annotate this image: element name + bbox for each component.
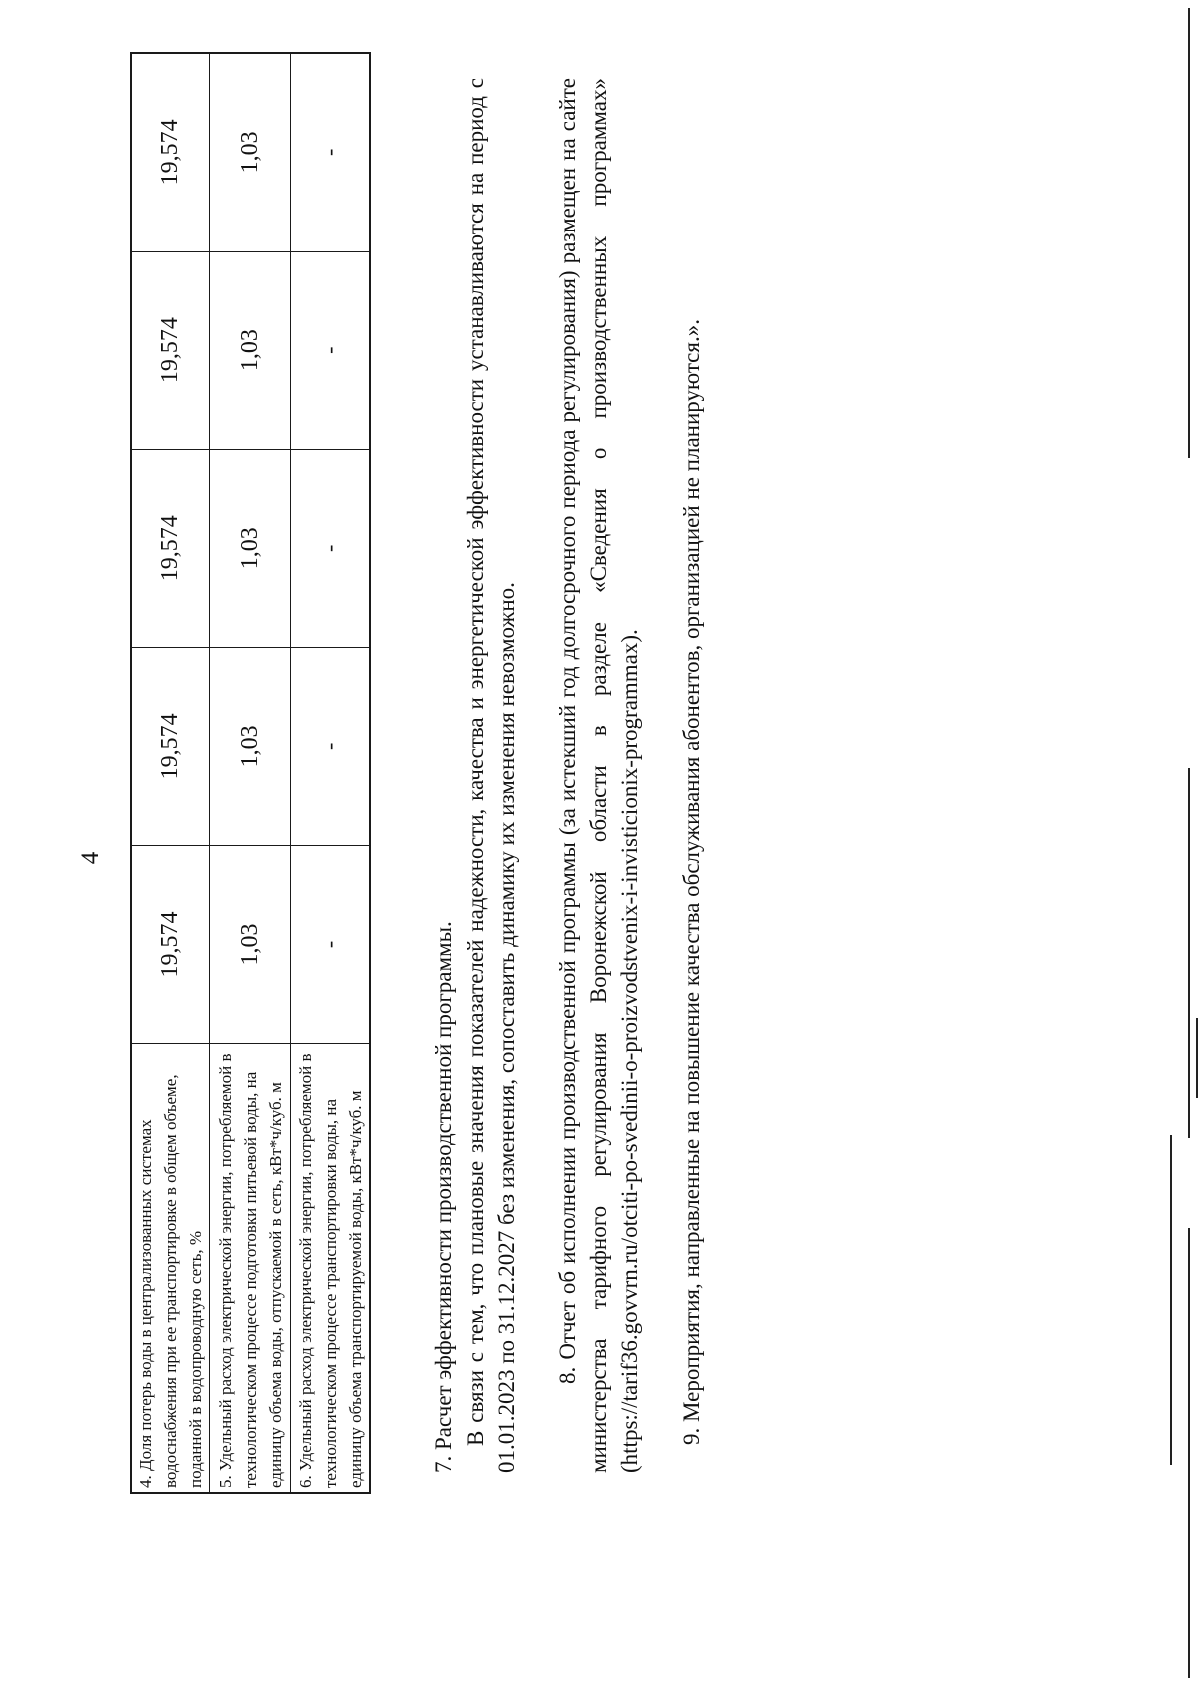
indicator-value: 19,574 [131,647,210,845]
indicator-value: 1,03 [210,845,291,1043]
indicator-value: - [291,845,371,1043]
indicator-value: 19,574 [131,845,210,1043]
section-7-body: В связи с тем, что плановые значения показателей надежности, качества и энергетической эффективности устанавливаются на период с 01.01.2023 по 31.12.2027 без изменения, сопоставить динамику их изменения невозможно. [463,78,519,1473]
scan-edge-line [1196,1018,1198,1098]
indicator-value: 1,03 [210,53,291,251]
indicator-value: 19,574 [131,449,210,647]
indicator-value: 19,574 [131,251,210,449]
scan-edge-line [1188,8,1190,458]
indicator-name: 4. Доля потерь воды в централизованных системах водоснабжения при ее транспортировке в общем объеме, поданной в водопроводную сеть, % [131,1044,210,1494]
indicator-name: 5. Удельный расход электрической энергии, потребляемой в технологическом процессе подготовки питьевой воды, на единицу объема воды, отпускаемой в сеть, кВт*ч/куб. м [210,1044,291,1494]
scan-edge-line [1188,768,1190,1138]
section-7-title: 7. Расчет эффективности производственной программы. [431,921,456,1473]
scan-edge-line [1170,1135,1172,1465]
indicator-value: 1,03 [210,449,291,647]
table-row [291,53,371,1493]
scan-edge-line [1188,1228,1190,1678]
indicator-value: 19,574 [131,53,210,251]
indicator-value: - [291,251,371,449]
indicator-value: - [291,647,371,845]
section-8-body: 8. Отчет об исполнении производственной программы (за истекший год долгосрочного периода регулирования) размещен на сайте министерства тарифного регулирования Воронежской области в разделе «Сведения о производственных программах» (https://tarif36.govvrn.ru/otciti-po-svedinii-o-proizvodstvenix-i-invisticionix-programmax). [555,78,642,1473]
table-row [210,53,291,1493]
indicator-value: - [291,53,371,251]
table-row [131,53,210,1493]
section-9-body: 9. Мероприятия, направленные на повышение качества обслуживания абонентов, организацией не планируются.». [679,319,704,1445]
page-number: 4 [77,851,104,865]
indicator-value: 1,03 [210,251,291,449]
indicator-value: 1,03 [210,647,291,845]
indicators-table [130,52,371,1494]
indicator-name: 6. Удельный расход электрической энергии, потребляемой в технологическом процессе транспортировки воды, на единицу объема транспортируемой воды, кВт*ч/куб. м [291,1044,371,1494]
indicator-value: - [291,449,371,647]
